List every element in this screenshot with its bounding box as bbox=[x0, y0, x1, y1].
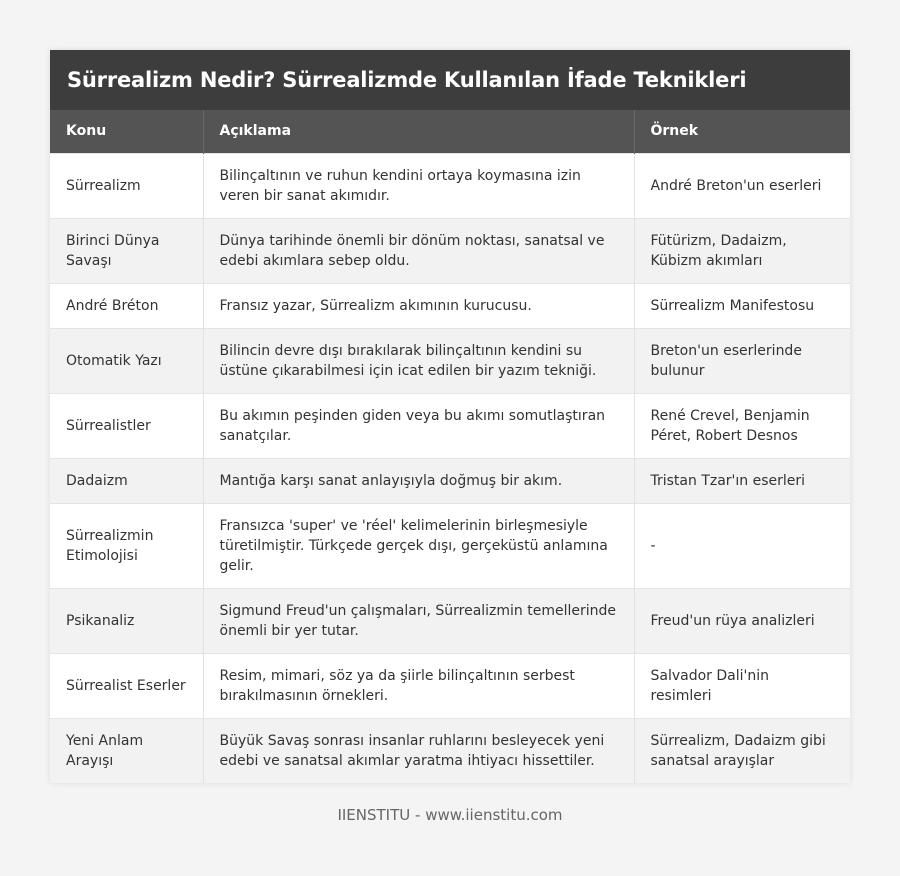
table-row bbox=[50, 328, 850, 393]
cell-konu: Yeni Anlam Arayışı bbox=[50, 718, 203, 783]
cell-konu: Sürrealizmin Etimolojisi bbox=[50, 503, 203, 588]
page-title: Sürrealizm Nedir? Sürrealizmde Kullanılan İfade Teknikleri bbox=[67, 68, 747, 92]
table-card bbox=[50, 50, 850, 783]
data-table bbox=[50, 110, 850, 783]
table-row bbox=[50, 718, 850, 783]
cell-konu: Sürrealizm bbox=[50, 153, 203, 218]
cell-aciklama: Dünya tarihinde önemli bir dönüm noktası, sanatsal ve edebi akımlara sebep oldu. bbox=[203, 218, 634, 283]
cell-ornek: - bbox=[634, 503, 850, 588]
table-header-row bbox=[50, 110, 850, 153]
cell-aciklama: Bilincin devre dışı bırakılarak bilinçaltının kendini su üstüne çıkarabilmesi için icat edilen bir yazım tekniği. bbox=[203, 328, 634, 393]
cell-ornek: Sürrealizm Manifestosu bbox=[634, 283, 850, 328]
cell-aciklama: Mantığa karşı sanat anlayışıyla doğmuş bir akım. bbox=[203, 458, 634, 503]
column-header-konu: Konu bbox=[66, 123, 107, 140]
table-row bbox=[50, 283, 850, 328]
table-row bbox=[50, 503, 850, 588]
cell-aciklama: Sigmund Freud'un çalışmaları, Sürrealizmin temellerinde önemli bir yer tutar. bbox=[203, 588, 634, 653]
cell-ornek: Freud'un rüya analizleri bbox=[634, 588, 850, 653]
cell-aciklama: Fransızca 'super' ve 'réel' kelimelerinin birleşmesiyle türetilmiştir. Türkçede gerçek dışı, gerçeküstü anlamına gelir. bbox=[203, 503, 634, 588]
cell-aciklama: Büyük Savaş sonrası insanlar ruhlarını besleyecek yeni edebi ve sanatsal akımlar yaratma ihtiyacı hissettiler. bbox=[203, 718, 634, 783]
cell-ornek: André Breton'un eserleri bbox=[634, 153, 850, 218]
cell-aciklama: Fransız yazar, Sürrealizm akımının kurucusu. bbox=[203, 283, 634, 328]
column-header-ornek: Örnek bbox=[634, 110, 850, 153]
cell-konu: Otomatik Yazı bbox=[50, 328, 203, 393]
cell-konu: André Bréton bbox=[50, 283, 203, 328]
cell-konu: Birinci Dünya Savaşı bbox=[50, 218, 203, 283]
column-header-aciklama: Açıklama bbox=[203, 110, 634, 153]
table-row bbox=[50, 393, 850, 458]
cell-ornek: Sürrealizm, Dadaizm gibi sanatsal arayışlar bbox=[634, 718, 850, 783]
table-row bbox=[50, 153, 850, 218]
title-bar bbox=[50, 50, 850, 110]
cell-ornek: Tristan Tzar'ın eserleri bbox=[634, 458, 850, 503]
cell-konu: Psikanaliz bbox=[50, 588, 203, 653]
cell-ornek: René Crevel, Benjamin Péret, Robert Desnos bbox=[634, 393, 850, 458]
cell-ornek: Salvador Dali'nin resimleri bbox=[634, 653, 850, 718]
table-row bbox=[50, 588, 850, 653]
table-row bbox=[50, 653, 850, 718]
footer-credit: IIENSTITU - www.iienstitu.com bbox=[337, 806, 563, 824]
cell-aciklama: Resim, mimari, söz ya da şiirle bilinçaltının serbest bırakılmasının örnekleri. bbox=[203, 653, 634, 718]
table-row bbox=[50, 218, 850, 283]
cell-ornek: Fütürizm, Dadaizm, Kübizm akımları bbox=[634, 218, 850, 283]
cell-konu: Sürrealist Eserler bbox=[50, 653, 203, 718]
cell-konu: Sürrealistler bbox=[50, 393, 203, 458]
table-row bbox=[50, 458, 850, 503]
cell-ornek: Breton'un eserlerinde bulunur bbox=[634, 328, 850, 393]
cell-konu: Dadaizm bbox=[50, 458, 203, 503]
cell-aciklama: Bilinçaltının ve ruhun kendini ortaya koymasına izin veren bir sanat akımıdır. bbox=[203, 153, 634, 218]
cell-aciklama: Bu akımın peşinden giden veya bu akımı somutlaştıran sanatçılar. bbox=[203, 393, 634, 458]
